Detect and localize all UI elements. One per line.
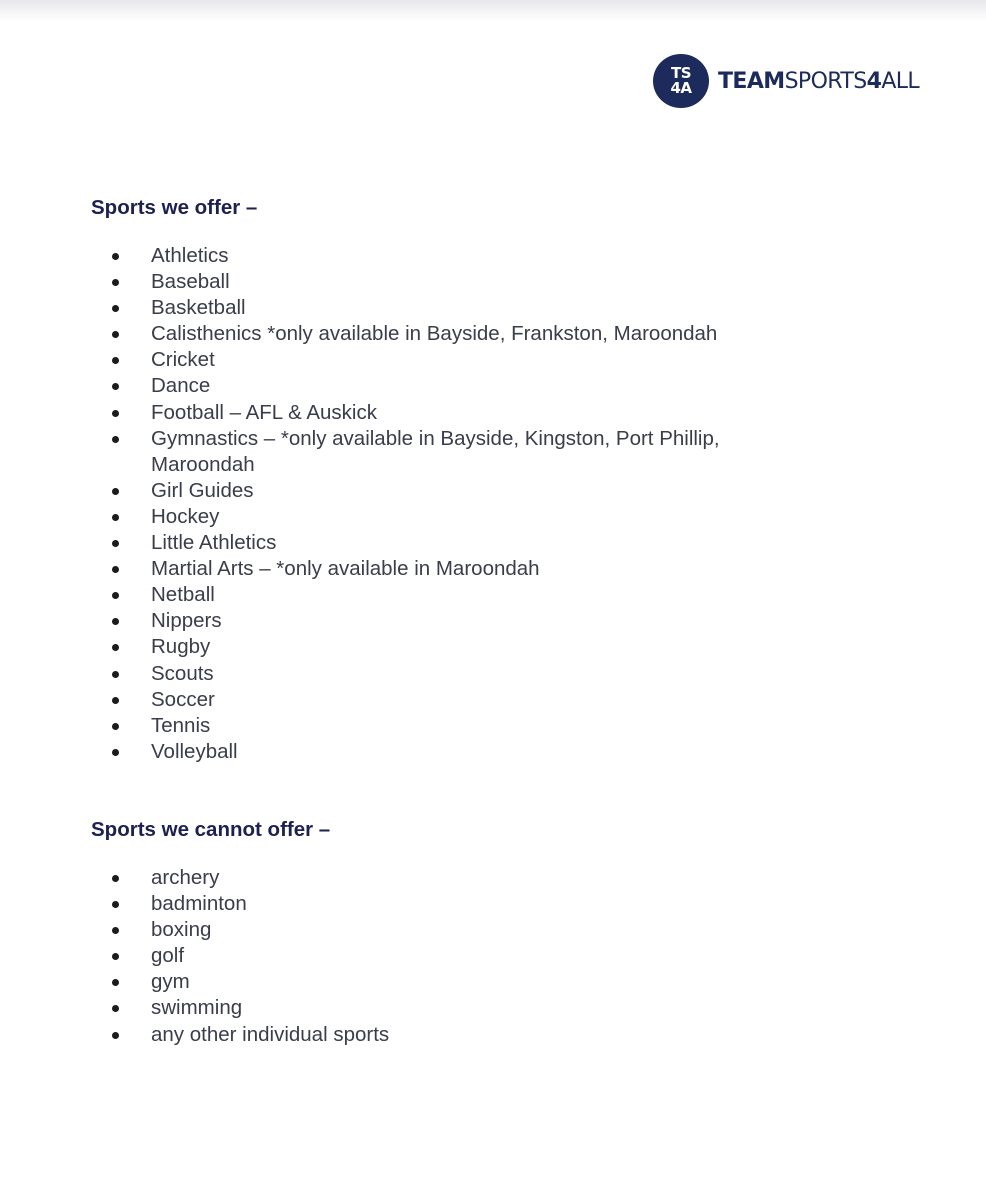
list-item: Calisthenics *only available in Bayside, Frankston, Maroondah	[0, 321, 720, 347]
list-item: gym	[0, 969, 389, 995]
logo-word-sports: SPORTS	[784, 68, 867, 94]
list-item: Martial Arts – *only available in Maroondah	[0, 556, 720, 582]
list-item: Tennis	[0, 713, 720, 739]
list-item: golf	[0, 943, 389, 969]
list-item: any other individual sports	[0, 1022, 389, 1048]
list-item: Netball	[0, 582, 720, 608]
ts4a-badge-icon	[653, 54, 709, 108]
list-item: Gymnastics – *only available in Bayside, Kingston, Port Phillip,	[0, 426, 720, 452]
list-item: Hockey	[0, 504, 720, 530]
sports-offered-heading: Sports we offer –	[91, 196, 258, 219]
list-item: Football – AFL & Auskick	[0, 400, 720, 426]
list-item: badminton	[0, 891, 389, 917]
list-item: Little Athletics	[0, 530, 720, 556]
list-item: Nippers	[0, 608, 720, 634]
list-item: archery	[0, 865, 389, 891]
list-item-continuation: Maroondah	[151, 452, 255, 476]
logo-word-4: 4	[866, 68, 882, 94]
list-item: Girl Guides	[0, 478, 720, 504]
badge-line-1: TS	[670, 64, 692, 82]
list-item: Rugby	[0, 634, 720, 660]
top-shadow	[0, 0, 986, 22]
list-item: Soccer	[0, 687, 720, 713]
list-item: Baseball	[0, 269, 720, 295]
list-item: boxing	[0, 917, 389, 943]
list-item: Athletics	[0, 243, 720, 269]
list-item: Cricket	[0, 347, 720, 373]
list-item: Dance	[0, 373, 720, 399]
sports-not-offered-list	[0, 865, 389, 1048]
teamsports4all-logo	[653, 54, 919, 108]
list-item: Volleyball	[0, 739, 720, 765]
sports-not-offered-heading: Sports we cannot offer –	[91, 818, 331, 841]
logo-word-team: TEAM	[718, 68, 785, 94]
list-item: swimming	[0, 995, 389, 1021]
logo-wordmark	[718, 69, 919, 94]
sports-offered-list	[0, 243, 720, 765]
list-item: Basketball	[0, 295, 720, 321]
logo-word-all: ALL	[881, 68, 920, 94]
badge-line-2: 4A	[670, 79, 692, 97]
list-item: Scouts	[0, 661, 720, 687]
